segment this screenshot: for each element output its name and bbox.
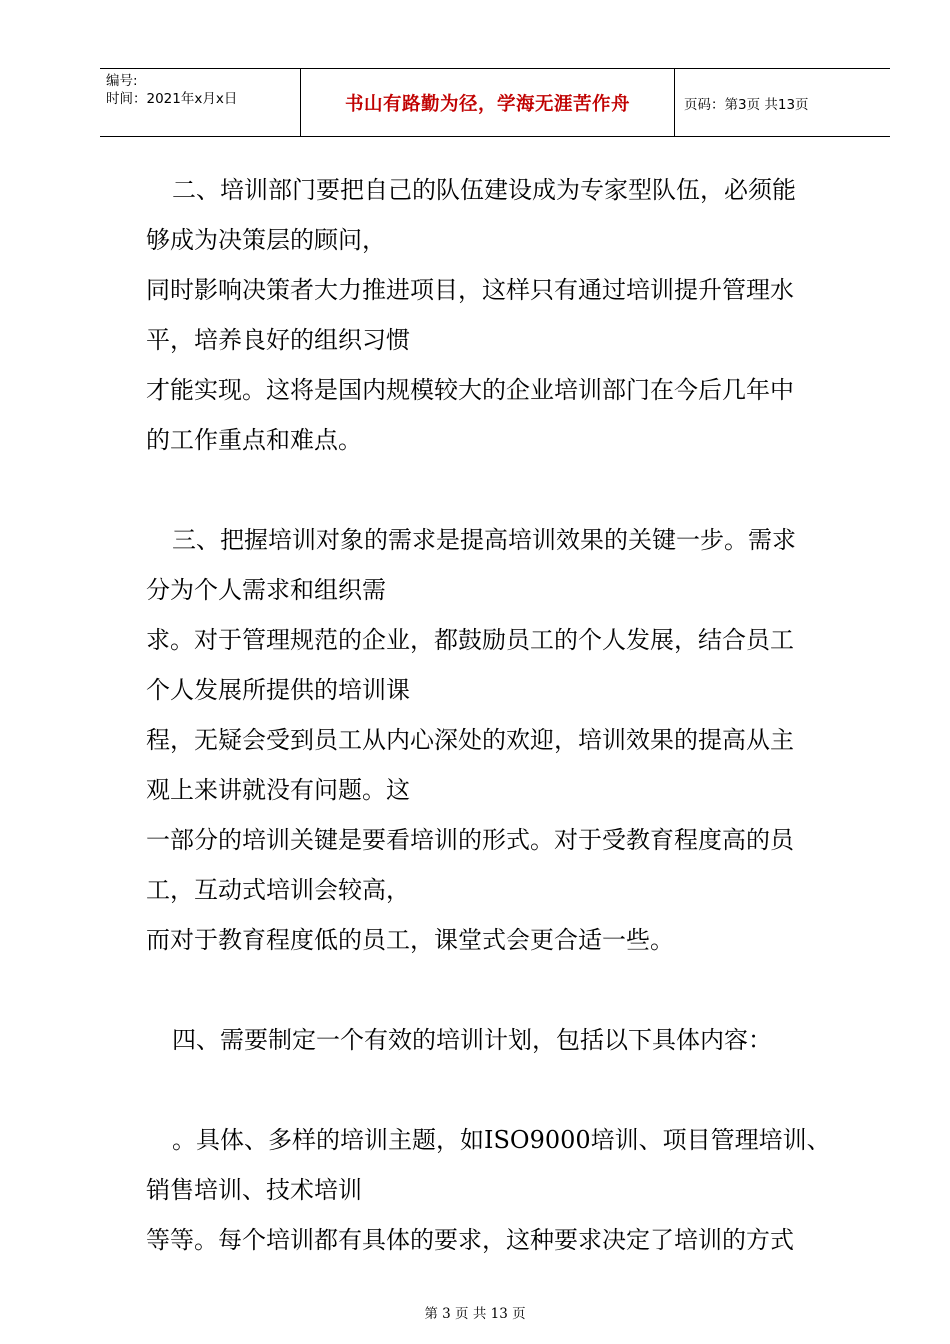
para5-line-1: 。具体、多样的培训主题，如ISO9000培训、项目管理培训、 bbox=[172, 1126, 831, 1154]
page-header bbox=[100, 68, 890, 137]
number-label: 编号: bbox=[106, 73, 138, 89]
time-label: 时间：2021年x月x日 bbox=[106, 91, 238, 107]
para2-line-3: 同时影响决策者大力推进项目，这样只有通过培训提升管理水 bbox=[146, 276, 794, 304]
header-page-code: 页码：第3页 共13页 bbox=[684, 96, 809, 113]
para2-line-4: 平，培养良好的组织习惯 bbox=[146, 326, 410, 354]
para4-line-1: 四、需要制定一个有效的培训计划，包括以下具体内容： bbox=[172, 1026, 772, 1054]
paragraph-gap bbox=[146, 965, 866, 1015]
para3-line-8: 工，互动式培训会较高， bbox=[146, 876, 410, 904]
header-meta bbox=[100, 69, 301, 136]
header-motto: 书山有路勤为径，学海无涯苦作舟 bbox=[301, 69, 675, 136]
para3-line-1: 三、把握培训对象的需求是提高培训效果的关键一步。需求 bbox=[172, 526, 796, 554]
para3-line-7: 一部分的培训关键是要看培训的形式。对于受教育程度高的员 bbox=[146, 826, 794, 854]
document-body bbox=[146, 165, 866, 1265]
para2-line-5: 才能实现。这将是国内规模较大的企业培训部门在今后几年中 bbox=[146, 376, 794, 404]
para2-line-2: 够成为决策层的顾问， bbox=[146, 226, 386, 254]
page-footer: 第 3 页 共 13 页 bbox=[424, 1306, 526, 1322]
para5-line-3: 等等。每个培训都有具体的要求，这种要求决定了培训的方式 bbox=[146, 1226, 794, 1254]
para5-line-2: 销售培训、技术培训 bbox=[146, 1176, 362, 1204]
para3-line-3: 求。对于管理规范的企业，都鼓励员工的个人发展，结合员工 bbox=[146, 626, 794, 654]
para3-line-2: 分为个人需求和组织需 bbox=[146, 576, 386, 604]
para2-line-1: 二、培训部门要把自己的队伍建设成为专家型队伍，必须能 bbox=[172, 176, 796, 204]
paragraph-gap bbox=[146, 1065, 866, 1115]
para2-line-6: 的工作重点和难点。 bbox=[146, 426, 362, 454]
para3-line-9: 而对于教育程度低的员工，课堂式会更合适一些。 bbox=[146, 926, 674, 954]
para3-line-5: 程，无疑会受到员工从内心深处的欢迎，培训效果的提高从主 bbox=[146, 726, 794, 754]
paragraph-gap bbox=[146, 465, 866, 515]
para3-line-4: 个人发展所提供的培训课 bbox=[146, 676, 410, 704]
para3-line-6: 观上来讲就没有问题。这 bbox=[146, 776, 410, 804]
